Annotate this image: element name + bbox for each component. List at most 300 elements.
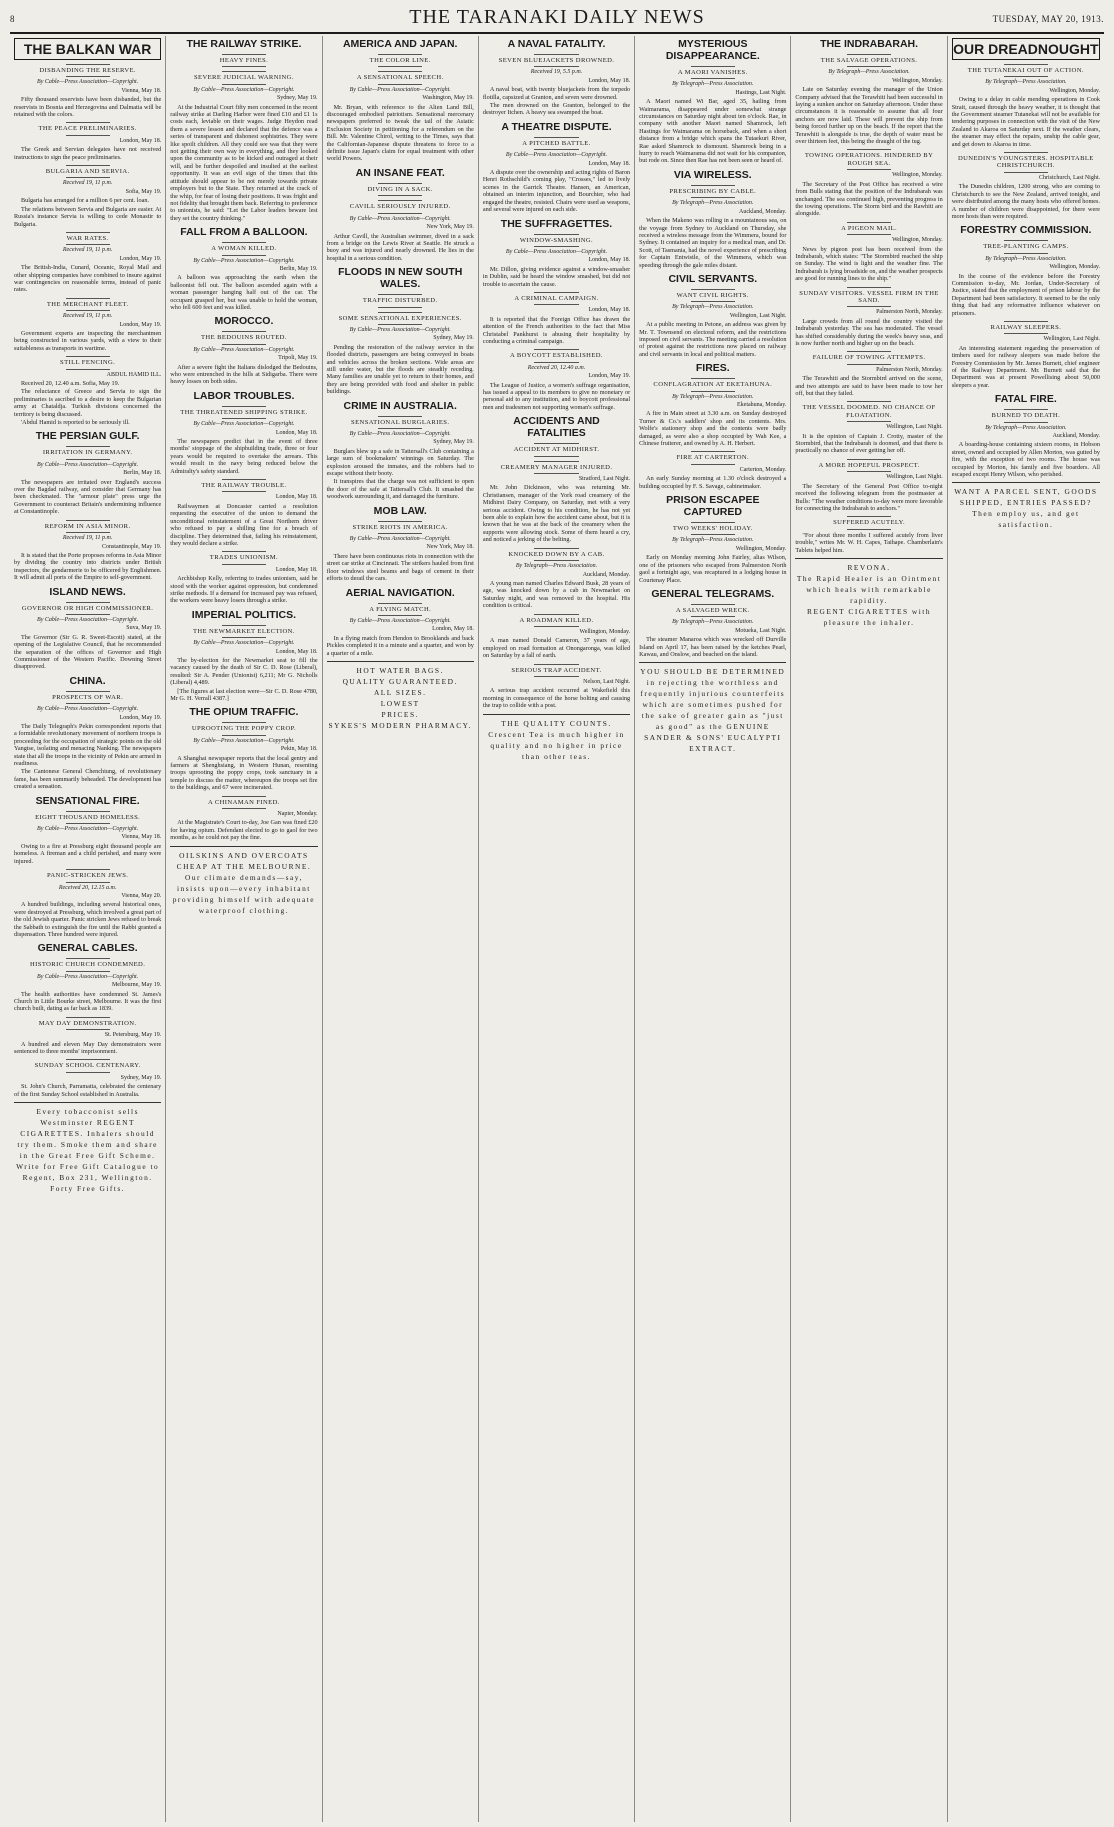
article <box>327 183 474 196</box>
dateline: London, May 18. <box>275 566 318 573</box>
subheading: A PIGEON MAIL. <box>795 222 942 235</box>
byline: By Telegraph—Press Association. <box>985 79 1067 86</box>
paragraph: Railwaymen at Doncaster carried a resolution requesting the executive of the union to demand the unconditional reinstatement of a Great Northern driver who refused to pay a shilling fine for a breach of discipline. They determined that, failing his reinstatement, they would declare a strike. <box>170 502 318 547</box>
paragraph: At the Magistrate's Court to-day, Joe Gan was fined £20 for having opium. Defendant elected to go to gaol for two months, as he could not pay the fine. <box>170 819 318 842</box>
byline: Received 19, 11 p.m. <box>62 535 113 542</box>
subheading: THE NEWMARKET ELECTION. <box>170 625 317 638</box>
paragraph: A Maori named Wi Bar, aged 35, hailing from Waimarama, disappeared under somewhat strange circumstances on Saturday night about ten o'clock. Rae, in company with another Maori named Shamrock, left Hastings for Waimarama on horseback, and when a short distance from a bridge which spans the Tutaekuri River, Rae asked Shamrock to dismount. Shamrock being in a hurry to reach Waimarama did not wait for his companion, but rode on. Since then Rae has not been seen or heard of. <box>639 98 787 165</box>
article <box>327 266 474 290</box>
byline: By Cable—Press Association—Copyright. <box>349 326 451 333</box>
subheading: GOVERNOR OR HIGH COMMISSIONER. <box>14 602 161 615</box>
article <box>327 312 474 396</box>
article <box>14 232 161 294</box>
paragraph: Government experts are inspecting the merchantmen being constructed in various yards, with a view to their suitableness as transports in wartime. <box>14 329 162 352</box>
subheading: TOWING OPERATIONS. HINDERED BY ROUGH SEA. <box>795 149 942 170</box>
paragraph: The Governor (Sir G. R. Sweet-Escott) stated, at the opening of the Legislative Council, that he recommended the separation of the offices of Governor and High Commissioner of the Western Pacific. Downing Street disapproved. <box>14 633 162 671</box>
paragraph: Arthur Cavill, the Australian swimmer, dived in a sack from a bridge on the Lewis River at Seattle. He struck a buoy and was injured and nearly drowned. He lies in the hospital in a serious condition. <box>326 232 474 262</box>
headline: A THEATRE DISPUTE. <box>501 120 612 133</box>
dateline: ABDUL HAMID ILL. <box>106 371 162 378</box>
headline: AN INSANE FEAT. <box>355 166 445 179</box>
article <box>14 298 161 352</box>
article <box>327 505 474 517</box>
byline: By Telegraph—Press Association. <box>985 255 1067 262</box>
headline: ACCIDENTS AND FATALITIES <box>513 415 600 440</box>
ad-line: Crescent Tea is much higher in quality and no higher in price than other teas. <box>488 729 625 761</box>
dateline: London, May 18. <box>588 257 631 264</box>
article <box>483 121 630 133</box>
dateline: Motueka, Last Night. <box>735 627 787 634</box>
byline: By Telegraph—Press Association. <box>672 304 754 311</box>
article <box>952 240 1100 317</box>
subheading: FAILURE OF TOWING ATTEMPTS. <box>795 351 942 364</box>
article <box>14 64 161 118</box>
byline: By Telegraph—Press Association. <box>828 69 910 76</box>
headline: VIA WIRELESS. <box>673 168 752 181</box>
dateline: London, May 18. <box>275 494 318 501</box>
byline: Received 19, 11 p.m. <box>62 180 113 187</box>
article <box>483 292 630 345</box>
dateline: Wellington, Monday. <box>1049 87 1100 94</box>
byline: Received 20, 12.15 a.m. <box>58 884 117 891</box>
paragraph: The League of Justice, a women's suffrage organisation, has issued a appeal to its members to give no monetary or personal aid to any institution, and to boycott professional men and tradesmen not supporting woman's suffrage. <box>482 381 631 411</box>
byline: By Cable—Press Association—Copyright. <box>505 248 608 255</box>
byline: Received 19, 11 p.m. <box>62 247 113 254</box>
byline: By Cable—Press Association—Copyright. <box>193 86 295 93</box>
article <box>483 614 630 660</box>
paragraph: A boarding-house containing sixteen rooms, in Hobson street, owned and occupied by Allen Morton, was gutted by fire, with the exception of two rooms. The house was occupied by Morton, his family and five boarders. All escaped except Henry Wilson, who perished. <box>951 441 1100 479</box>
byline: Received 19, 11 p.m. <box>62 313 113 320</box>
page-number: 8 <box>10 14 15 24</box>
subheading: THE BEDOUINS ROUTED. <box>170 331 317 344</box>
paragraph: The reluctance of Greece and Servia to sign the preliminaries is ascribed to a desire to keep the Bulgarian army at Chataldja. Turkish divisions concerned the territory is being discussed. <box>14 388 162 418</box>
ad-line: WANT A PARCEL SENT, GOODS SHIPPED, ENTRIES PASSED? <box>954 487 1098 508</box>
subheading: SEVEN BLUEJACKETS DROWNED. <box>483 54 630 67</box>
article <box>170 54 317 67</box>
dateline: Auckland, Monday. <box>1052 433 1100 440</box>
article <box>14 356 161 426</box>
paragraph: 'Abdul Hamid is reported to be seriously ill. <box>21 419 130 427</box>
ad-line: ALL SIZES. <box>373 687 427 697</box>
subheading: A CHINAMAN FINED. <box>170 796 317 809</box>
article <box>327 54 474 67</box>
article <box>14 691 161 791</box>
subheading: A CRIMINAL CAMPAIGN. <box>483 292 630 305</box>
article <box>14 38 161 60</box>
column <box>10 36 166 1822</box>
article <box>952 38 1100 60</box>
headline: GENERAL TELEGRAMS. <box>651 587 775 600</box>
article <box>14 586 161 598</box>
article <box>483 664 630 710</box>
subheading: DISBANDING THE RESERVE. <box>14 64 161 77</box>
article <box>952 482 1100 530</box>
column-grid <box>10 36 1104 1822</box>
paragraph: The Cantonese General Chenchiung, of revolutionary fame, has been summarily beheaded. The development has created a sensation. <box>14 768 162 791</box>
paragraph: It is stated that the Porte proposes reforms in Asia Minor by dividing the country into districts under British inspectors, the gendarmerie to be officered by Englishmen. It will admit all ports of the Empire to self-government. <box>14 551 162 582</box>
byline: By Cable—Press Association—Copyright. <box>193 421 295 428</box>
article <box>14 122 161 161</box>
article <box>170 315 317 327</box>
column <box>791 36 947 1822</box>
article <box>639 289 786 358</box>
article <box>170 331 317 385</box>
dateline: Wellington, Last Night. <box>1043 336 1100 343</box>
paragraph: A serious trap accident occurred at Wakefield this morning in consequence of the horse bolting and causing the trap to collide with a post. <box>482 687 631 710</box>
advertisement <box>795 558 942 628</box>
subheading: A ROADMAN KILLED. <box>483 614 630 627</box>
subheading: A SALVAGED WRECK. <box>639 604 786 617</box>
dateline: Vienna, May 18. <box>121 87 162 94</box>
dateline: Auckland, Monday. <box>582 571 631 578</box>
dateline: London, May 18. <box>275 648 318 655</box>
article <box>170 406 317 475</box>
ad-line: in rejecting the worthless and frequently injurious counterfeits which are sometimes pushed for the sake of greater gain as "just as good" as the GENUINE SANDER & SONS' EUCALYPTI EXTRACT. <box>640 678 786 754</box>
column <box>635 36 791 1822</box>
ad-line: The Rapid Healer is an Ointment which heals with remarkable rapidity. <box>796 573 942 605</box>
byline: By Telegraph—Press Association. <box>515 563 598 570</box>
subheading: PANIC-STRICKEN JEWS. <box>14 869 161 882</box>
paragraph: Fifty thousand reservists have been disbanded, but the reservists in Bosnia and Herzegovina and Dalmatia will be retained with the colors. <box>14 96 162 119</box>
article <box>952 393 1100 405</box>
subheading: WINDOW-SMASHING. <box>483 234 630 247</box>
dateline: Wellington, Monday. <box>735 545 787 552</box>
paragraph: The relations between Servia and Bulgaria are easier. At Russia's instance Servia is willing to cede Monastir to Bulgaria. <box>14 205 162 228</box>
article <box>14 430 161 442</box>
advertisement <box>327 661 474 731</box>
byline: By Telegraph—Press Association. <box>672 619 754 626</box>
dateline: Napier, Monday. <box>277 811 318 818</box>
byline: By Telegraph—Press Association. <box>672 200 754 207</box>
ad-line: HOT WATER BAGS. <box>356 665 444 675</box>
subheading: A MORE HOPEFUL PROSPECT. <box>795 459 942 472</box>
headline: THE PERSIAN GULF. <box>35 430 140 443</box>
paragraph: The steamer Manaroa which was wrecked off Durville Island on April 17, has been raised by the ketches Pearl, Kawau, and Onslow, and beached on the island. <box>639 636 787 658</box>
dateline: Christchurch, Last Night. <box>1039 174 1100 181</box>
subheading: HEAVY FINES. <box>170 54 317 67</box>
headline: CRIME IN AUSTRALIA. <box>343 399 457 412</box>
paragraph: Pending the restoration of the railway service in the flooded districts, passengers are being conveyed in boats and vehicles across the broken sections. Wide areas are still under water, but the floods are steadily receding. Many families are unable yet to return to their homes, and they are being provided with food and shelter in public buildings. <box>326 343 474 396</box>
headline: THE RAILWAY STRIKE. <box>186 38 302 50</box>
dateline: Wellington, Last Night. <box>729 312 787 319</box>
article <box>639 451 786 490</box>
subheading: A FLYING MATCH. <box>327 603 474 616</box>
dateline: Tripoli, May 19. <box>278 355 318 362</box>
paragraph: The newspapers predict that in the event of three months' stoppage of the shipbuilding trade, three or four years would be required to overtake the arrears. This would result in the navy being reduced below the Admiralty's safety standard. <box>170 438 318 475</box>
dateline: Constantinople, May 19. <box>101 543 162 550</box>
paragraph: A naval boat, with twenty bluejackets from the torpedo flotilla, capsized at Granton, and seven were drowned. <box>482 86 631 101</box>
paragraph: A young man named Charles Edward Busk, 28 years of age, was knocked down by a cab in Newmarket on Saturday night, and was removed to the hospital. His condition is critical. <box>482 579 631 610</box>
byline: By Cable—Press Association—Copyright. <box>349 431 451 437</box>
article <box>639 604 786 658</box>
advertisement <box>483 714 630 762</box>
dateline: London, May 18. <box>588 77 631 84</box>
byline: By Cable—Press Association—Copyright. <box>37 706 139 713</box>
paragraph: The Daily Telegraph's Pekin correspondent reports that a formidable revolutionary movement of northern troops is proceeding for the occupation of strategic points on the old Yangtse, isolating and menacing Nanking. The newspapers state that all the troops in the vicinity of Pekin are armed in readiness. <box>14 723 162 768</box>
advertisement <box>639 662 786 754</box>
article <box>170 390 317 402</box>
paragraph: At a public meeting in Petone, an address was given by Mr. T. Townsend on electoral reform, and the restrictions imposed on civil servants. The meeting carried a resolution of protest against the restrictions now placed on railway and civil servants in local and political matters. <box>639 321 787 358</box>
article <box>14 165 161 228</box>
article <box>327 38 474 50</box>
dateline: London, May 18. <box>588 307 631 314</box>
paragraph: Owing to a delay in cable mending operations in Cook Strait, caused through the heavy weather, it is thought that the Government steamer Tutanekai will not be available for tendering purposes in connection with the visit of the New Zealand to Akaroa on Saturday next. If the weather clears, the steamer may effect the repairs, unship the cable gear, and get down to Akaroa in time. <box>951 96 1100 148</box>
paragraph: Archbishop Kelly, referring to trades unionism, said he stood with the worker against oppression, but condemned strike methods. If a demand for increased pay was refused, the workers were heavy losers through a strike. <box>170 575 318 605</box>
article <box>327 167 474 179</box>
article <box>14 958 161 1012</box>
headline: GENERAL CABLES. <box>37 942 138 955</box>
article <box>327 71 474 162</box>
article <box>795 54 942 145</box>
article <box>327 416 474 501</box>
headline: LABOR TROUBLES. <box>193 389 295 402</box>
article <box>170 722 317 791</box>
paragraph: Large crowds from all round the country visited the Indrabarah yesterday. The sea has moderated. The vessel has shifted considerably during the week's heavy seas, and is now further north and higher up on the beach. <box>795 317 943 347</box>
paragraph: There have been continuous riots in connection with the street car strike at Cincinnati. The strikers hauled from first floor windows steel beams and bags of cement in their efforts to derail the cars. <box>326 552 474 583</box>
paragraph: Received 20, 12.40 a.m. Sofia, May 19. <box>21 380 120 387</box>
article <box>327 603 474 657</box>
article <box>327 521 474 583</box>
subheading: SOME SENSATIONAL EXPERIENCES. <box>327 312 474 325</box>
paragraph: Late on Saturday evening the manager of the Union Company advised that the Terawhiti had been successful in laying a sunken anchor on Saturday afternoon. Under these circumstances it is reasonable to assume that all four anchors are now laid. These will prevent the ship from being forced further up on the beach. If the report that the Terawhiti is alongside is true, the depth of water must be over thirteen feet, this being the draught of the tug. <box>795 86 943 146</box>
dateline: Palmerston North, Monday. <box>876 309 943 316</box>
dateline: Wellington, Last Night. <box>886 424 943 431</box>
advertisement <box>952 482 1100 530</box>
ad-line: PRICES. <box>381 709 419 719</box>
subheading: THE COLOR LINE. <box>327 54 474 67</box>
subheading: THE VESSEL DOOMED. NO CHANCE OF FLOATATION. <box>795 401 942 422</box>
headline: AERIAL NAVIGATION. <box>345 586 455 599</box>
byline: Received 20, 12.40 a.m. <box>527 364 586 371</box>
byline: By Cable—Press Association—Copyright. <box>349 215 451 222</box>
subheading: PRESCRIBING BY CABLE. <box>639 185 786 198</box>
article <box>170 846 317 916</box>
dateline: Vienna, May 20. <box>121 892 162 899</box>
article <box>170 71 317 222</box>
headline: MOROCCO. <box>214 315 274 328</box>
headline: THE INDRABARAH. <box>820 38 919 50</box>
headline: THE SUFFRAGETTES. <box>500 217 613 230</box>
paragraph: When the Makeno was rolling in a mountainous sea, on the voyage from Sydney to Auckland on Thursday, she received a wireless message from the Wimmera, bound for Sydney. It contained an inquiry for a medical man, and Dr. Scott, of Tasmania, had the novel experience of prescribing for Captain Entwistle, of the Wimmera, which was speeding through the gale miles distant. <box>639 217 787 269</box>
article <box>639 588 786 600</box>
subheading: SENSATIONAL BURGLARIES. <box>327 416 474 429</box>
byline: By Cable—Press Association—Copyright. <box>349 86 451 93</box>
subheading: TREE-PLANTING CAMPS. <box>952 240 1100 253</box>
article <box>14 1017 161 1056</box>
ad-line: Our climate demands—say, insists upon—every inhabitant providing himself with adequate waterproof clothing. <box>172 872 316 915</box>
dateline: London, May 18. <box>588 160 631 167</box>
byline: By Cable—Press Association—Copyright. <box>349 536 451 543</box>
subheading: THE PEACE PRELIMINARIES. <box>14 122 161 135</box>
article <box>483 349 630 411</box>
byline: By Cable—Press Association—Copyright. <box>37 616 139 623</box>
article <box>14 811 161 865</box>
subheading: ACCIDENT AT MIDHIRST. <box>483 443 630 456</box>
headline: CIVIL SERVANTS. <box>668 272 758 285</box>
paragraph: A hundred and eleven May Day demonstrators were sentenced to three months' imprisonment. <box>14 1040 162 1055</box>
column <box>166 36 322 1822</box>
dateline: Auckland, Monday. <box>738 208 787 215</box>
article <box>170 226 317 238</box>
article <box>952 152 1100 220</box>
newspaper-title: THE TARANAKI DAILY NEWS <box>409 6 705 28</box>
article <box>639 522 786 584</box>
paragraph: It is reported that the Foreign Office has drawn the attention of the French authorities to the fact that Miss Christabel Pankhurst is abusing their hospitality by conducting a criminal campaign. <box>482 315 631 345</box>
dateline: London, May 19. <box>119 255 162 262</box>
paragraph: Burglars blew up a safe in Tattersall's Club containing a large sum of bookmakers' winnings on Saturday. The explosion aroused the inmates, and the robbers had to escape without their booty. <box>326 447 474 478</box>
dateline: Wellington, Monday. <box>892 77 943 84</box>
dateline: Sydney, May 19. <box>433 335 474 342</box>
subheading: WAR RATES. <box>14 232 161 245</box>
subheading: REFORM IN ASIA MINOR. <box>14 520 161 533</box>
subheading: A PITCHED BATTLE. <box>483 137 630 150</box>
dateline: Berlin, May 18. <box>123 470 162 477</box>
dateline: Stratford, Last Night. <box>578 476 631 483</box>
subheading: TRADES UNIONISM. <box>170 551 317 564</box>
article <box>483 415 630 439</box>
paragraph: "For about three months I suffered acutely from liver trouble," writes Mr. W. H. Capes, Taihape. Chamberlain's Tablets helped him. <box>795 531 943 554</box>
dateline: Sofia, May 19. <box>125 188 162 195</box>
article <box>14 1102 161 1194</box>
masthead <box>10 4 1104 34</box>
headline: A NAVAL FATALITY. <box>507 38 606 50</box>
byline: By Cable—Press Association—Copyright. <box>193 346 295 353</box>
article <box>170 796 317 842</box>
paragraph: News by pigeon post has been received from the Indrabarah, which states: "The Stormbird reached the ship on Sunday. The wind is light and the weather fine. The Indrabarah is lying broadside on, and the weather prospects are good for running lines to the ship." <box>795 245 943 283</box>
paragraph: Early on Monday morning John Fairley, alias Wilson, one of the prisoners who escaped from Palmerston North gaol a fortnight ago, was recaptured in a lodging house in Courtenay Place. <box>639 554 787 584</box>
dateline: Hastings, Last Night. <box>735 89 787 96</box>
subheading: STRIKE RIOTS IN AMERICA. <box>327 521 474 534</box>
subheading: SUNDAY SCHOOL CENTENARY. <box>14 1059 161 1072</box>
paragraph: The health authorities have condemned St. James's Church in Little Bourke street, Melbourne. It was the first church built, dating as far back as 1839. <box>14 990 162 1013</box>
paragraph: The Secretary of the General Post Office to-night received the following telegram from the postmaster at Bulls: "The weather conditions to-day were more favorable for connecting the Indrabarah to anchors." <box>795 482 943 512</box>
article <box>483 234 630 288</box>
paragraph: At the Industrial Court fifty men concerned in the recent railway strike at Darling Harbor were fined £10 and £1 1s costs each, leviable on their wages. Judge Heydon read them a severe lesson and declared that the defence was a series of transparent and dishonest sophistries. They were like spoilt children. All they could see was that they were not getting their own way in everything, and they looked upon the community as to be kicked and outraged at their will, and be further despoiled and insulted at the earliest opportunity. It was an evil sign of the times that this attitude should appear to be not merely towards private employers but to the State. They returned at the crack of the whip, for fear of losing their positions. It was fright and not fidelity that brought them back. Referring to preference to unionists, he said: "Let the Labor leaders beware lest they set the country thinking." <box>170 103 318 222</box>
dateline: Eketahuna, Monday. <box>736 402 787 408</box>
paragraph: Owing to a fire at Pressburg eight thousand people are homeless. A fireman and a child perished, and many were injured. <box>14 842 162 865</box>
column <box>479 36 635 1822</box>
dateline: New York, May 18. <box>426 544 474 551</box>
subheading: THE TUTANEKAI OUT OF ACTION. <box>952 64 1100 77</box>
article <box>14 675 161 687</box>
article <box>952 64 1100 148</box>
article <box>952 321 1100 389</box>
byline: By Cable—Press Association—Copyright. <box>193 737 295 744</box>
subheading: SUFFERED ACUTELY. <box>795 516 942 529</box>
subheading: THE THREATENED SHIPPING STRIKE. <box>170 406 317 419</box>
article <box>14 942 161 954</box>
paragraph: The Terawhiti and the Stormbird arrived on the scene, and two attempts are said to have been made to tow her off, but that they failed. <box>795 375 943 398</box>
subheading: PROSPECTS OF WAR. <box>14 691 161 704</box>
byline: By Cable—Press Association—Copyright. <box>505 152 608 159</box>
ad-line: YOU SHOULD BE DETERMINED <box>640 667 786 677</box>
article <box>327 294 474 307</box>
byline: By Cable—Press Association—Copyright. <box>37 826 139 833</box>
byline: By Telegraph—Press Association. <box>672 393 754 400</box>
subheading: A SENSATIONAL SPEECH. <box>327 71 474 84</box>
subheading: BULGARIA AND SERVIA. <box>14 165 161 178</box>
subheading: A BOYCOTT ESTABLISHED. <box>483 349 630 362</box>
dateline: London, May 19. <box>588 373 631 380</box>
article <box>170 706 317 718</box>
subheading: DUNEDIN'S YOUNGSTERS. HOSPITABLE CHRISTCHURCH. <box>952 152 1100 173</box>
dateline: Pekin, May 18. <box>280 746 318 753</box>
article <box>170 242 317 311</box>
subheading: STILL FENCING. <box>14 356 161 369</box>
dateline: New York, May 19. <box>426 224 474 231</box>
article <box>14 520 161 582</box>
subheading: THE RAILWAY TROUBLE. <box>170 479 317 492</box>
subheading: SUNDAY VISITORS. VESSEL FIRM IN THE SAND. <box>795 287 942 308</box>
subheading: CAVILL SERIOUSLY INJURED. <box>327 200 474 213</box>
paragraph: The British-India, Cunard, Oceanic, Royal Mail and other shipping companies have combined to insure against war contingencies on reasonable terms, instead of panic rates. <box>14 264 162 294</box>
paragraph: It transpires that the charge was not sufficient to open the door of the safe at Tattersall's Club. It smashed the woodwork surrounding it, and damaged the furniture. <box>326 478 474 501</box>
headline: FALL FROM A BALLOON. <box>180 226 308 239</box>
article <box>483 443 630 456</box>
byline: By Telegraph—Press Association. <box>985 424 1067 431</box>
article <box>14 1059 161 1098</box>
article <box>483 137 630 214</box>
article <box>483 38 630 50</box>
advertisement <box>14 1102 161 1194</box>
byline: By Telegraph—Press Association. <box>672 81 754 88</box>
dateline: Melbourne, May 19. <box>111 982 162 989</box>
article <box>795 351 942 397</box>
dateline: Suva, May 19. <box>126 625 162 632</box>
subheading: EIGHT THOUSAND HOMELESS. <box>14 811 161 824</box>
article <box>170 551 317 604</box>
headline: THE OPIUM TRAFFIC. <box>189 706 299 719</box>
ad-line: OILSKINS AND OVERCOATS CHEAP AT THE MELBOURNE. <box>176 850 312 871</box>
dateline: Nelson, Last Night. <box>583 678 631 685</box>
ad-line: SYKES'S MODERN PHARMACY. <box>328 720 472 730</box>
column <box>948 36 1104 1822</box>
byline: By Cable—Press Association—Copyright. <box>193 257 295 264</box>
column <box>323 36 479 1822</box>
dateline: Wellington, Monday. <box>892 237 943 244</box>
subheading: RAILWAY SLEEPERS. <box>952 321 1100 334</box>
paragraph: An early Sunday morning at 1.30 o'clock destroyed a building occupied by F. S. Savage, cabinetmaker. <box>639 475 787 490</box>
article <box>795 558 942 628</box>
ad-line: LOWEST <box>380 698 420 708</box>
article <box>14 446 161 515</box>
dateline: Vienna, May 18. <box>121 834 162 841</box>
headline: MYSTERIOUS DISAPPEARANCE. <box>665 38 760 62</box>
subheading: CREAMERY MANAGER INJURED. <box>483 461 630 474</box>
article <box>639 362 786 374</box>
subheading: CONFLAGRATION AT EKETAHUNA. <box>639 378 786 391</box>
article <box>795 38 942 50</box>
paragraph: The Secretary of the Post Office has received a wire from Bulls stating that the position of the Indrabarah was unchanged. The sea continued high, preventing progress in the towing operations. The Storm bird and the Rawhiti are alongside. <box>795 180 943 218</box>
paragraph: Mr. Bryan, with reference to the Alien Land Bill, discouraged embodied patriotism. Sensational mercenary newspapers preferred to tweak the tail of the Asiatic Exclusion Society in petitioning for a referendum on the Bill. Mr. Valentine Chirol, writing to the Times, says that the Californian-Japanese dispute threatens to force to a definite issue Japan's claim for equal treatment with other world Powers. <box>326 103 474 163</box>
subheading: WANT CIVIL RIGHTS. <box>639 289 786 302</box>
paragraph: A fire in Main street at 3.30 a.m. on Sunday destroyed Turner & Co.'s saddlers' shop and its contents. Mrs. Wolfe's stationery shop and the contents were badly damaged, as were also a shop occupied by Wah Kee, a Chinese fruiterer, and owned by A. H. Herbert. <box>639 410 787 448</box>
dateline: Berlin, May 19. <box>279 265 318 272</box>
paragraph: Bulgaria has arranged for a million 6 per cent. loan. <box>21 197 150 205</box>
byline: By Cable—Press Association—Copyright. <box>37 461 139 468</box>
ad-line: REGENT CIGARETTES with pleasure the inhaler. <box>807 606 932 627</box>
subheading: KNOCKED DOWN BY A CAB. <box>483 548 630 561</box>
article <box>795 459 942 512</box>
article <box>14 869 161 938</box>
article <box>639 185 786 269</box>
headline: PRISON ESCAPEE CAPTURED <box>666 494 760 519</box>
article <box>327 587 474 599</box>
headline: FATAL FIRE. <box>994 393 1057 406</box>
paragraph: A man named Donald Cameron, 37 years of age, employed on road formation at Onongaronga, was killed on Saturday by a fall of earth. <box>482 637 631 660</box>
subheading: THE SALVAGE OPERATIONS. <box>795 54 942 67</box>
subheading: A WOMAN KILLED. <box>170 242 317 255</box>
headline: FORESTRY COMMISSION. <box>960 224 1092 237</box>
